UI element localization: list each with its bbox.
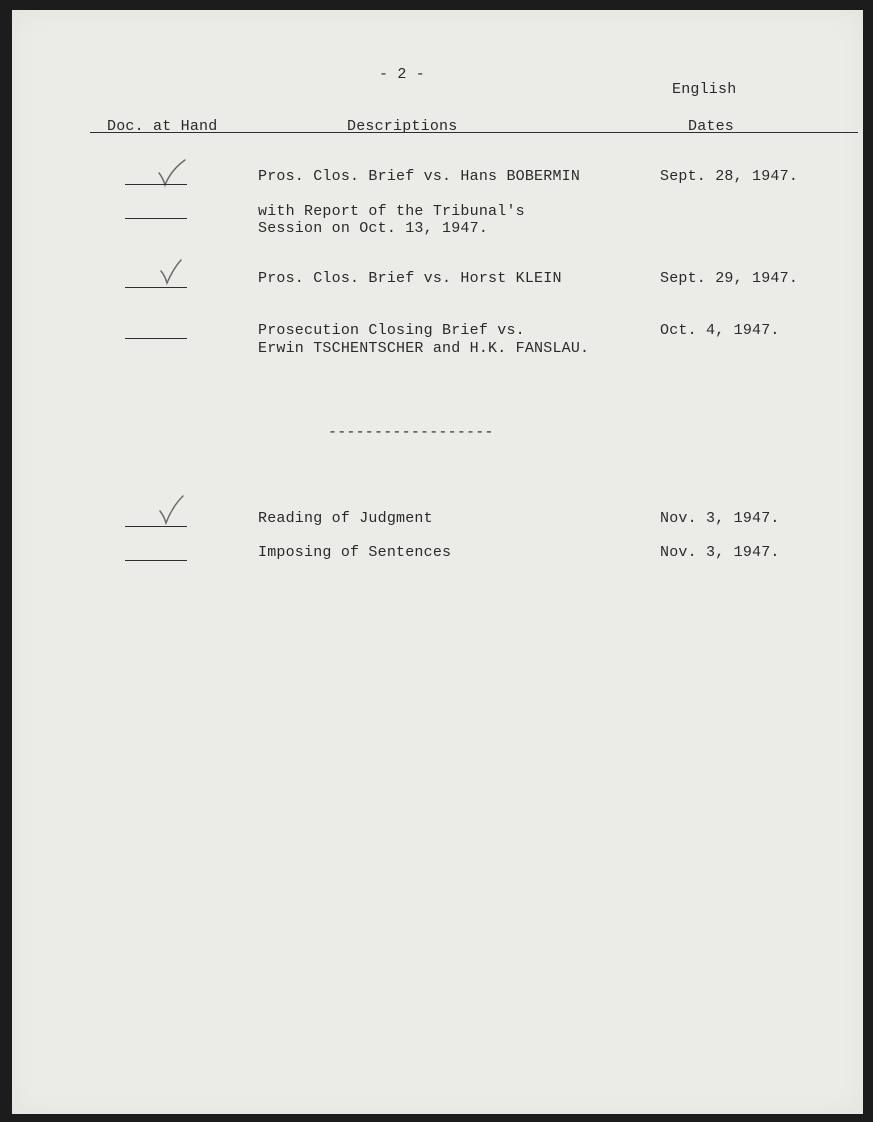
header-doc-at-hand: Doc. at Hand <box>107 118 218 135</box>
header-dates: Dates <box>688 118 735 135</box>
header-descriptions: Descriptions <box>347 118 458 135</box>
doc-at-hand-line <box>125 184 187 185</box>
checkmark-icon <box>155 257 195 287</box>
section-separator: ------------------ <box>328 424 494 441</box>
row-date: Nov. 3, 1947. <box>660 544 780 561</box>
row-description-line1: with Report of the Tribunal's <box>258 203 525 220</box>
checkmark-icon <box>155 495 195 525</box>
row-description: Imposing of Sentences <box>258 544 452 561</box>
row-description: Pros. Clos. Brief vs. Hans BOBERMIN <box>258 168 581 185</box>
row-description-line1: Prosecution Closing Brief vs. <box>258 322 525 339</box>
row-description-line2: Session on Oct. 13, 1947. <box>258 220 489 237</box>
doc-at-hand-line <box>125 560 187 561</box>
header-english: English <box>672 81 737 98</box>
doc-at-hand-line <box>125 218 187 219</box>
header-rule <box>90 132 858 133</box>
doc-at-hand-line <box>125 338 187 339</box>
row-date: Sept. 28, 1947. <box>660 168 799 185</box>
row-date: Sept. 29, 1947. <box>660 270 799 287</box>
page-number: - 2 - <box>379 66 426 83</box>
row-description: Pros. Clos. Brief vs. Horst KLEIN <box>258 270 562 287</box>
row-date: Oct. 4, 1947. <box>660 322 780 339</box>
row-description-line2: Erwin TSCHENTSCHER and H.K. FANSLAU. <box>258 340 590 357</box>
doc-at-hand-line <box>125 526 187 527</box>
row-description: Reading of Judgment <box>258 510 433 527</box>
doc-at-hand-line <box>125 287 187 288</box>
row-date: Nov. 3, 1947. <box>660 510 780 527</box>
